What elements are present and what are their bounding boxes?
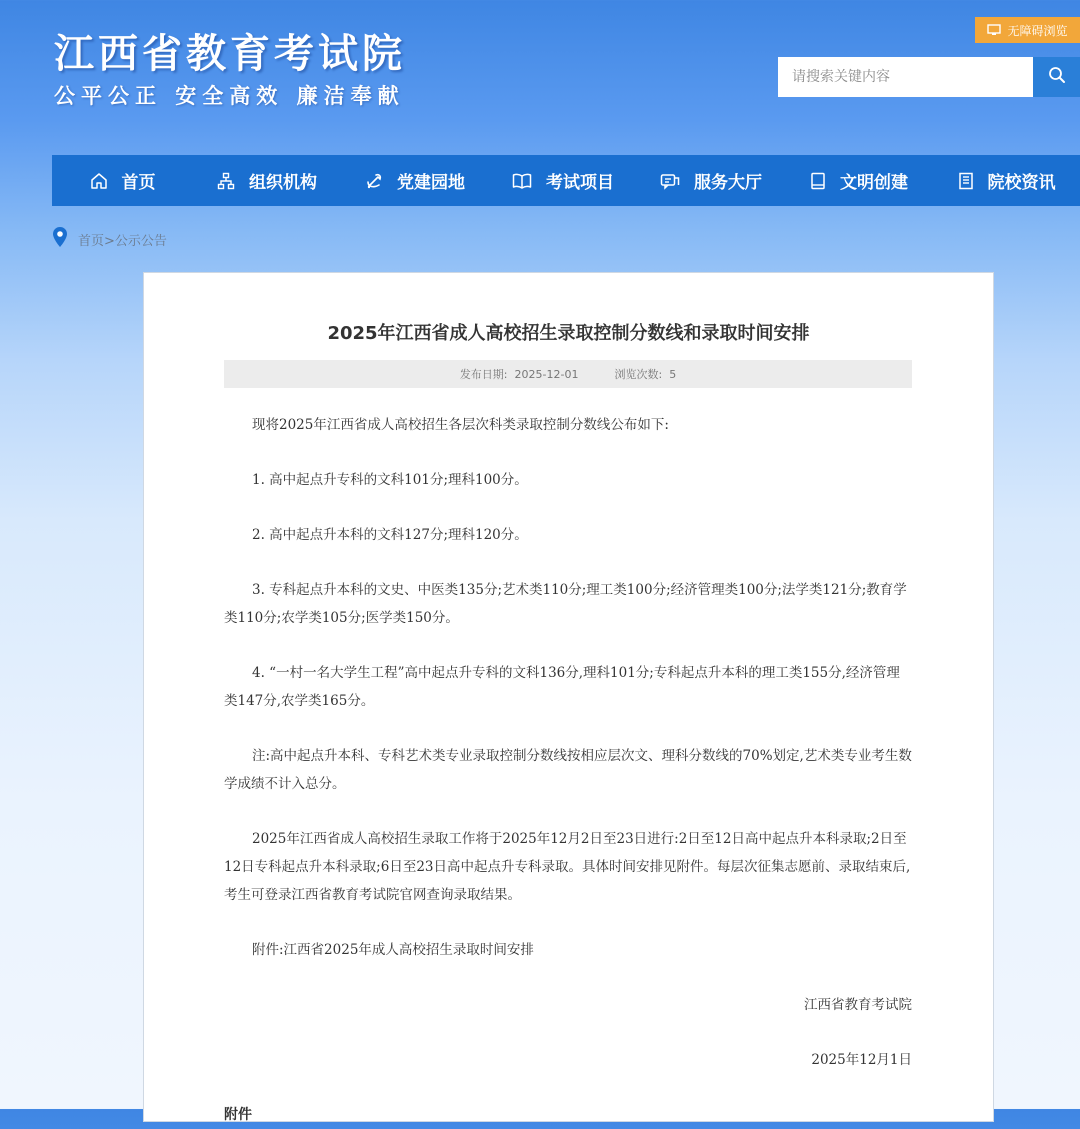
notebook-icon — [810, 172, 826, 190]
nav-home-label: 首页 — [121, 173, 156, 193]
sign-date: 2025年12月1日 — [811, 1052, 912, 1068]
nav-civilization[interactable] — [785, 155, 933, 206]
accessibility-button[interactable] — [975, 17, 1080, 43]
view-count-value: 5 — [669, 368, 677, 381]
service-chat-icon — [660, 172, 680, 190]
nav-organization-label: 组织机构 — [249, 173, 317, 193]
nav-civilization-label: 文明创建 — [840, 173, 908, 193]
article-paragraph: 注:高中起点升本科、专科艺术类专业录取控制分数线按相应层次文、理科分数线的70%划定,艺术类专业考生数学成绩不计入总分。 — [224, 748, 912, 792]
document-icon — [958, 172, 974, 190]
site-slogan: 公平公正 安全高效 廉洁奉献 — [54, 84, 405, 108]
nav-party-building[interactable] — [341, 155, 489, 206]
party-emblem-icon — [365, 172, 383, 190]
breadcrumb-current-link[interactable]: 公示公告 — [114, 233, 167, 249]
article-meta — [224, 360, 912, 388]
breadcrumb-separator: > — [104, 233, 115, 249]
nav-school-news[interactable] — [933, 155, 1080, 206]
article-title: 2025年江西省成人高校招生录取控制分数线和录取时间安排 — [327, 323, 810, 344]
article-paragraph: 现将2025年江西省成人高校招生各层次科类录取控制分数线公布如下: — [252, 417, 669, 433]
search-icon — [1048, 66, 1066, 88]
breadcrumb — [52, 228, 167, 250]
site-title: 江西省教育考试院 — [54, 31, 406, 77]
nav-school-news-label: 院校资讯 — [987, 173, 1056, 193]
nav-home[interactable] — [52, 155, 193, 206]
org-chart-icon — [217, 172, 235, 190]
nav-exams-label: 考试项目 — [546, 173, 614, 193]
publish-date-value: 2025-12-01 — [514, 368, 579, 381]
search-button[interactable] — [1033, 57, 1080, 97]
article-paragraph: 2025年江西省成人高校招生录取工作将于2025年12月2日至23日进行:2日至12日高中起点升本科录取;2日至12日专科起点升本科录取;6日至23日高中起点升专科录取。具体时间安排见附件。每层次征集志愿前、录取结束后,考生可登录江西省教育考试院官网查询录取结果。 — [224, 831, 911, 903]
main-nav — [52, 155, 1080, 206]
view-count-label: 浏览次数: — [614, 368, 663, 381]
article-paragraph: 4. “一村一名大学生工程”高中起点升专科的文科136分,理科101分;专科起点升本科的理工类155分,经济管理类147分,农学类165分。 — [224, 665, 900, 709]
location-pin-icon — [52, 226, 68, 252]
article-paragraph: 2. 高中起点升本科的文科127分;理科120分。 — [252, 527, 528, 543]
accessibility-label: 无障碍浏览 — [1007, 23, 1068, 38]
nav-service-hall-label: 服务大厅 — [694, 173, 762, 193]
article-paragraph: 3. 专科起点升本科的文史、中医类135分;艺术类110分;理工类100分;经济管理类100分;法学类121分;教育学类110分;农学类105分;医学类150分。 — [224, 582, 907, 626]
nav-service-hall[interactable] — [637, 155, 785, 206]
breadcrumb-home-link[interactable]: 首页 — [78, 233, 105, 249]
attachment-heading: 附件 — [224, 1107, 252, 1123]
article-body — [224, 411, 912, 1129]
article-card — [143, 272, 994, 1122]
monitor-icon — [987, 24, 1001, 36]
open-book-icon — [512, 172, 532, 190]
publish-date-label: 发布日期: — [459, 368, 508, 381]
nav-organization[interactable] — [193, 155, 341, 206]
signature: 江西省教育考试院 — [804, 997, 912, 1013]
attachment-link[interactable]: 附件:江西省2025年成人高校招生录取时间安排 — [252, 942, 534, 958]
article-paragraph: 1. 高中起点升专科的文科101分;理科100分。 — [252, 472, 528, 488]
search-input[interactable] — [778, 57, 1033, 97]
nav-party-building-label: 党建园地 — [397, 173, 465, 193]
home-icon — [90, 172, 108, 190]
nav-exams[interactable] — [489, 155, 637, 206]
